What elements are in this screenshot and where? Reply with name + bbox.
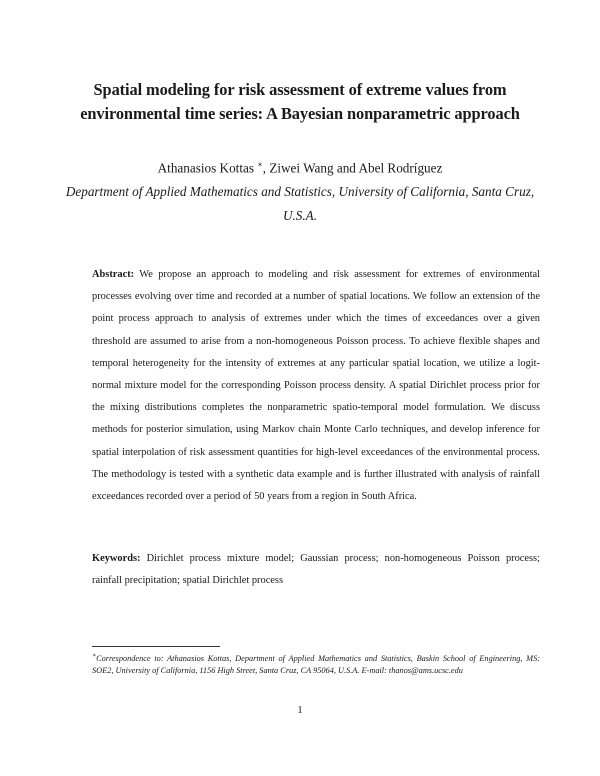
abstract bbox=[92, 264, 540, 508]
footnote-mark: ∗ bbox=[92, 653, 97, 659]
author-line bbox=[60, 156, 540, 177]
keywords bbox=[92, 548, 540, 592]
page-number: 1 bbox=[297, 704, 303, 716]
footnote-text: Correspondence to: Athanasios Kottas, Department of Applied Mathematics and Statistics, Baskin School of Engineering, MS: SOE2, University of California, 1156 High Street, Santa Cruz, CA 95064, U.S.A. E-mail: thanos@ams.ucsc.edu bbox=[92, 653, 540, 675]
abstract-text: We propose an approach to modeling and risk assessment for extremes of environmental processes evolving over time and recorded at a number of spatial locations. We follow an extension of the point process approach to analysis of extremes under which the times of exceedances over a given threshold are assumed to arise from a non-homogeneous Poisson process. To achieve flexible shapes and temporal heterogeneity for the intensity of extremes at any particular spatial location, we utilize a logit-normal mixture model for the corresponding Poisson process density. A spatial Dirichlet process prior for the mixing distributions completes the nonparametric spatio-temporal model formulation. We discuss methods for posterior simulation, using Markov chain Monte Carlo techniques, and develop inference for spatial interpolation of risk assessment quantities for high-level exceedances of the environmental process. The methodology is tested with a synthetic data example and is further illustrated with analysis of rainfall exceedances recorded over a period of 50 years from a region in South Africa. bbox=[92, 269, 540, 503]
affiliation: Department of Applied Mathematics and Statistics, University of California, Santa Cruz, U.S.A. bbox=[65, 184, 535, 223]
other-authors: , Ziwei Wang and Abel Rodríguez bbox=[262, 160, 443, 176]
abstract-label: Abstract: bbox=[92, 269, 135, 280]
footnote-rule bbox=[92, 646, 220, 647]
footnote bbox=[92, 651, 540, 676]
paper-title: Spatial modeling for risk assessment of extreme values from environmental time series: A Bayesian nonparametric approach bbox=[80, 80, 520, 123]
first-author: Athanasios Kottas bbox=[157, 160, 254, 176]
keywords-text: Dirichlet process mixture model; Gaussian process; non-homogeneous Poisson process; rainfall precipitation; spatial Dirichlet process bbox=[92, 553, 540, 587]
correspondence-mark: ∗ bbox=[257, 160, 263, 169]
keywords-label: Keywords: bbox=[92, 553, 141, 564]
